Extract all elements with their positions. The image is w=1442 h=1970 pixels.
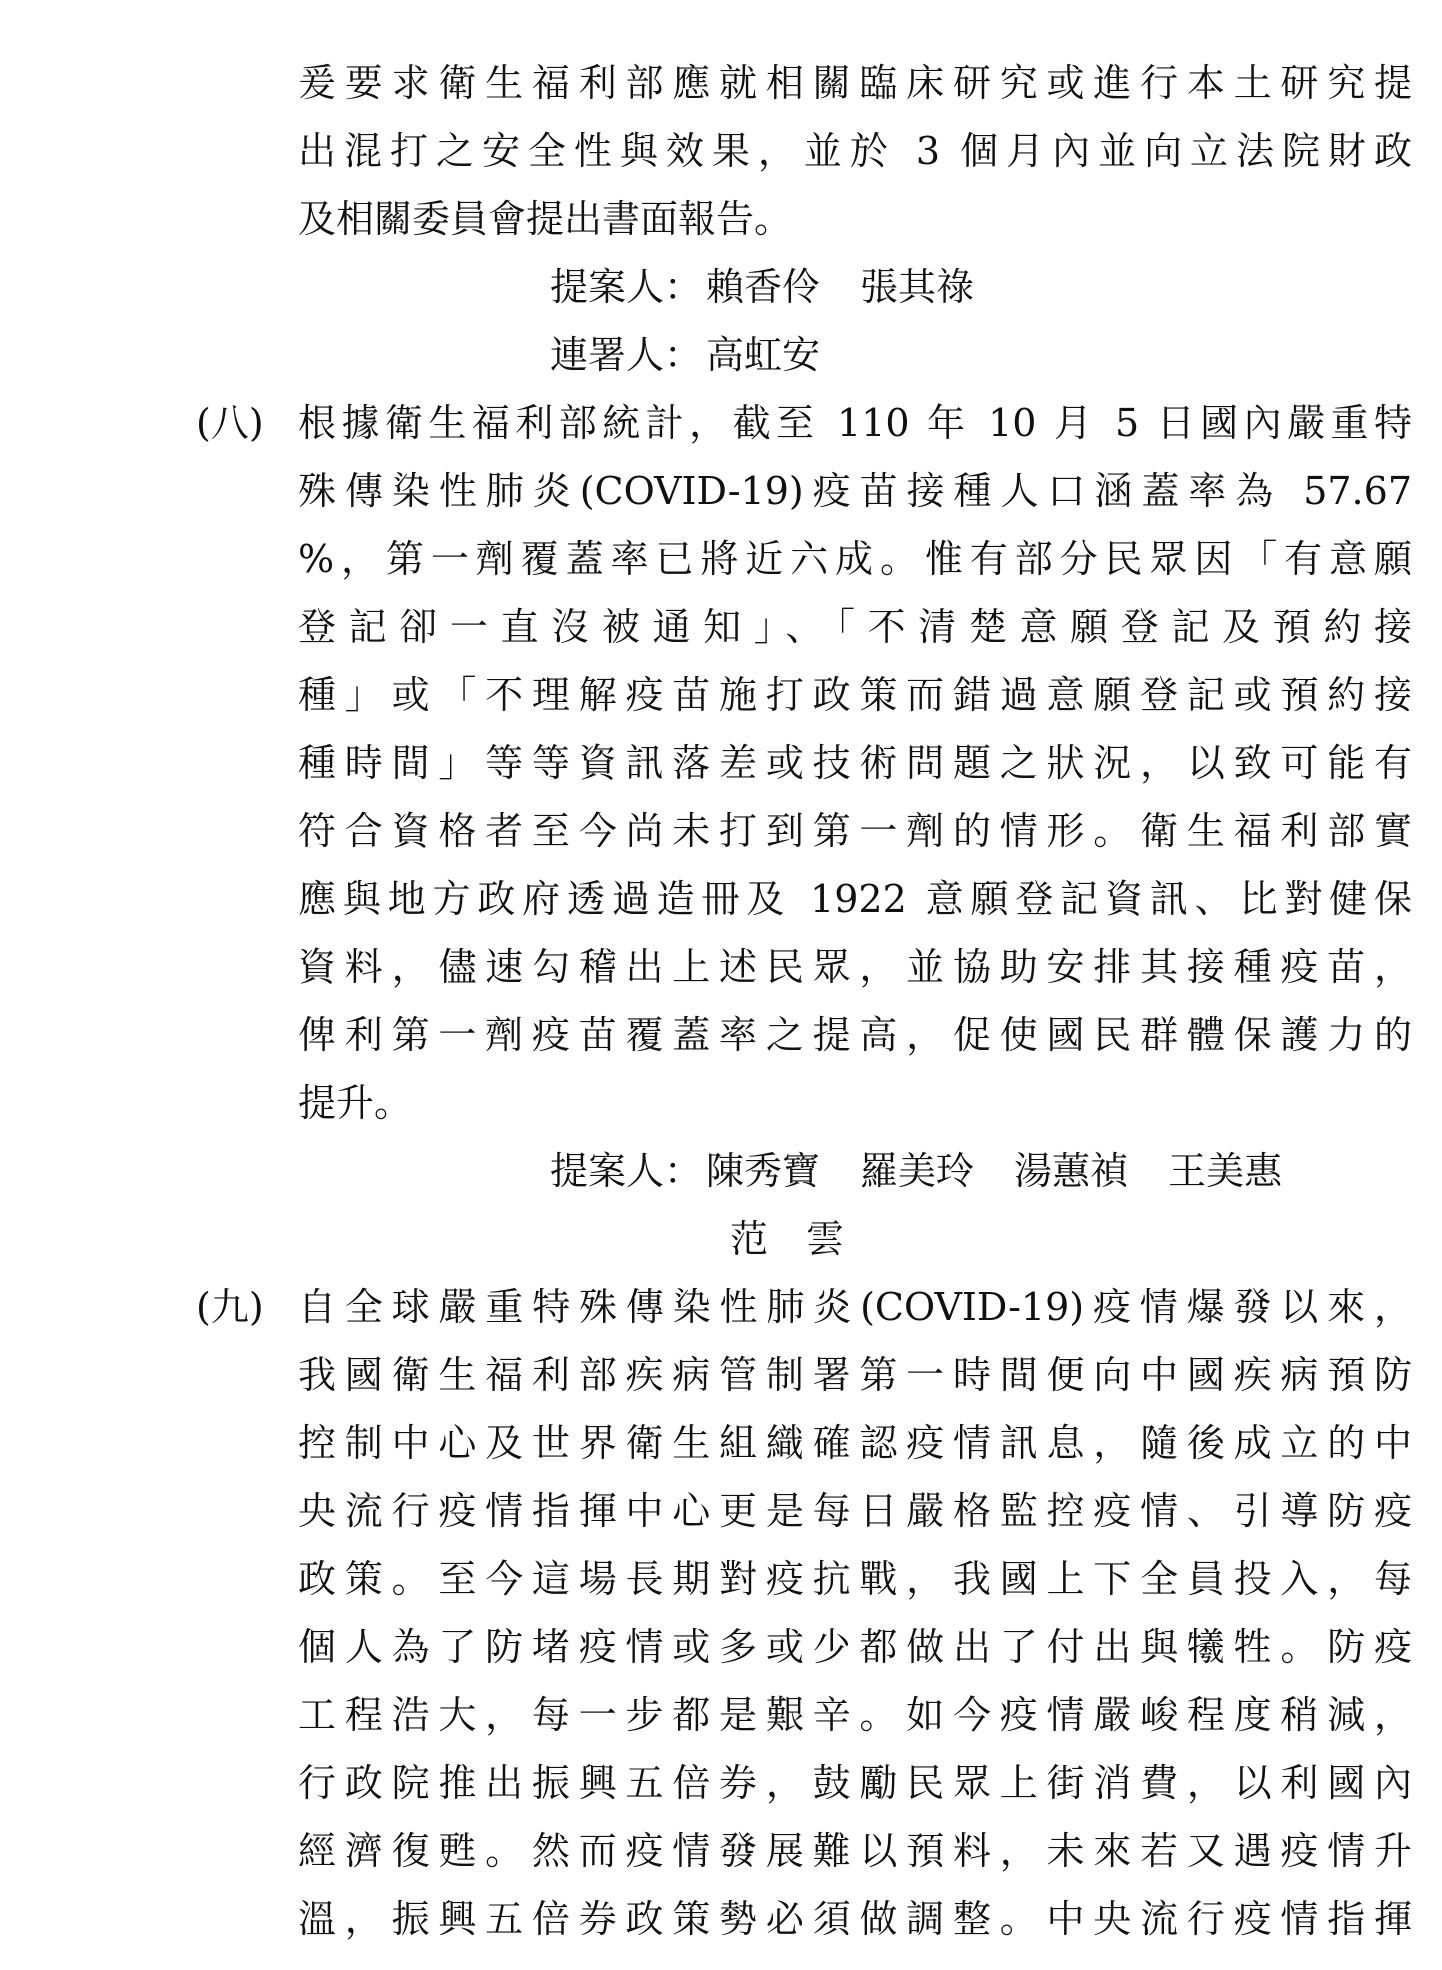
paragraph-line: 爰要求衛生福利部應就相關臨床研究或進行本土研究提 [298, 61, 1412, 105]
paragraph-line: 種時間」等等資訊落差或技術問題之狀況，以致可能有 [298, 741, 1412, 785]
proposer-name: 羅美玲 [860, 1149, 975, 1193]
paragraph-line: 符合資格者至今尚未打到第一劑的情形。衛生福利部實 [298, 809, 1412, 853]
section-marker: (九) [196, 1285, 264, 1329]
proposers-signature-continued [730, 1212, 844, 1266]
paragraph-line: 及相關委員會提出書面報告。 [298, 197, 793, 241]
proposer-name: 賴香伶 [706, 265, 821, 309]
proposers-label: 提案人： [550, 265, 703, 309]
paragraph-line: 殊傳染性肺炎(COVID-19)疫苗接種人口涵蓋率為 57.67 [298, 469, 1412, 513]
proposer-name: 王美惠 [1168, 1149, 1283, 1193]
proposer-name: 范 雲 [730, 1217, 845, 1261]
paragraph-line: 登記卻一直沒被通知」、「不清楚意願登記及預約接 [298, 605, 1412, 649]
paragraph-line: 自全球嚴重特殊傳染性肺炎(COVID-19)疫情爆發以來， [298, 1285, 1412, 1329]
proposer-name: 張其祿 [860, 265, 975, 309]
cosigners-label: 連署人： [550, 333, 703, 377]
paragraph-line: 俾利第一劑疫苗覆蓋率之提高，促使國民群體保護力的 [298, 1013, 1412, 1057]
paragraph-line: 溫，振興五倍券政策勢必須做調整。中央流行疫情指揮 [298, 1897, 1412, 1941]
paragraph-line: %，第一劑覆蓋率已將近六成。惟有部分民眾因「有意願 [298, 537, 1412, 581]
section-marker: (八) [196, 401, 264, 445]
paragraph-line: 我國衛生福利部疾病管制署第一時間便向中國疾病預防 [298, 1353, 1412, 1397]
paragraph-line: 行政院推出振興五倍券，鼓勵民眾上街消費，以利國內 [298, 1761, 1412, 1805]
proposers-label: 提案人： [550, 1149, 703, 1193]
proposer-name: 湯蕙禎 [1014, 1149, 1129, 1193]
paragraph-line: 應與地方政府透過造冊及 1922 意願登記資訊、比對健保 [298, 877, 1412, 921]
cosigners-signature [550, 328, 820, 382]
paragraph-line: 工程浩大，每一步都是艱辛。如今疫情嚴峻程度稍減， [298, 1693, 1412, 1737]
paragraph-line: 經濟復甦。然而疫情發展難以預料，未來若又遇疫情升 [298, 1829, 1412, 1873]
paragraph-line: 出混打之安全性與效果，並於 3 個月內並向立法院財政 [298, 129, 1412, 173]
paragraph-line: 種」或「不理解疫苗施打政策而錯過意願登記或預約接 [298, 673, 1412, 717]
paragraph-line: 政策。至今這場長期對疫抗戰，我國上下全員投入，每 [298, 1557, 1412, 1601]
paragraph-line: 控制中心及世界衛生組織確認疫情訊息，隨後成立的中 [298, 1421, 1412, 1465]
paragraph-line: 提升。 [298, 1081, 413, 1125]
cosigner-name: 高虹安 [706, 333, 821, 377]
paragraph-line: 根據衛生福利部統計，截至 110 年 10 月 5 日國內嚴重特 [298, 401, 1412, 445]
proposers-signature [550, 1144, 1282, 1198]
paragraph-line: 資料，儘速勾稽出上述民眾，並協助安排其接種疫苗， [298, 945, 1412, 989]
paragraph-line: 個人為了防堵疫情或多或少都做出了付出與犧牲。防疫 [298, 1625, 1412, 1669]
proposers-signature [550, 260, 974, 314]
proposer-name: 陳秀寶 [706, 1149, 821, 1193]
paragraph-line: 央流行疫情指揮中心更是每日嚴格監控疫情、引導防疫 [298, 1489, 1412, 1533]
